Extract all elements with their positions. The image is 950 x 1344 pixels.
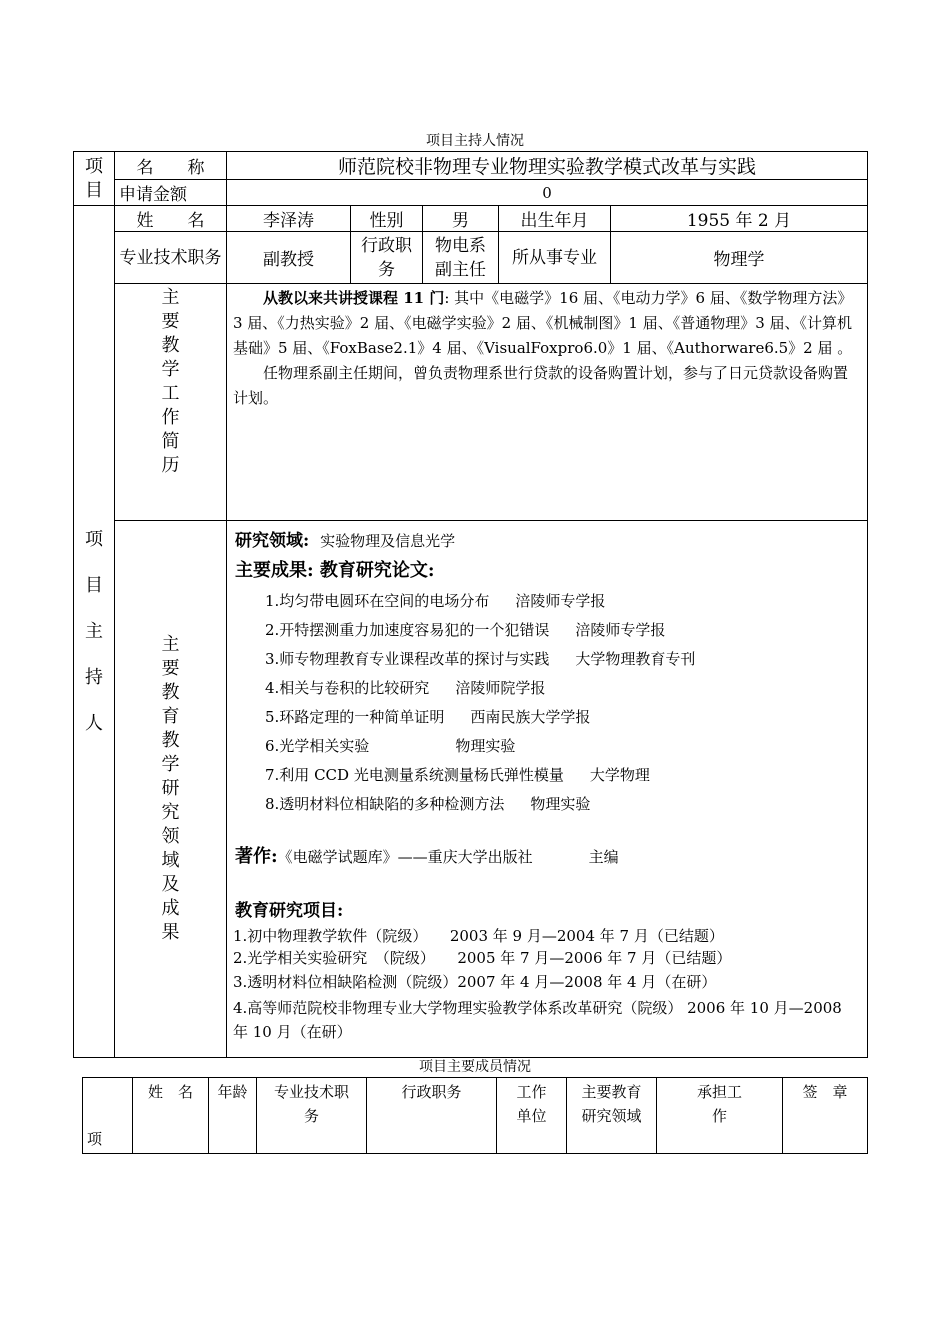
header-name: 姓 名 [133, 1078, 209, 1154]
book-role: 主编 [588, 848, 619, 866]
list-item: 1.均匀带电圆环在空间的电场分布 涪陵师专学报 [265, 592, 606, 610]
title-label: 专业技术职务 [115, 232, 227, 284]
field-value: 物理学 [611, 232, 868, 284]
header-title: 专业技术职务 [257, 1078, 367, 1154]
header-age: 年龄 [209, 1078, 257, 1154]
list-item: 6.光学相关实验 物理实验 [265, 737, 516, 755]
research-field-value: 实验物理及信息光学 [320, 532, 456, 550]
projects-list [233, 925, 861, 1044]
project-section-label: 项 目 [74, 152, 115, 206]
project-name-value: 师范院校非物理专业物理实验教学模式改革与实践 [227, 152, 868, 180]
host-name-value: 李泽涛 [227, 206, 351, 232]
research-field-label: 研究领域: [235, 531, 310, 551]
list-item: 8.透明材料位相缺陷的多种检测方法 物理实验 [265, 795, 591, 813]
teaching-content [227, 284, 868, 521]
amount-label: 申请金额 [115, 180, 227, 206]
list-item: 1.初中物理教学软件（院级） 2003 年 9 月—2004 年 7 月（已结题） [233, 927, 724, 945]
table-caption-members: 项目主要成员情况 [419, 1059, 531, 1075]
host-info-table [73, 151, 868, 1058]
list-item: 3.透明材料位相缺陷检测（院级）2007 年 4 月—2008 年 4 月（在研） [233, 973, 717, 991]
teaching-lead: 从教以来共讲授课程 11 门 [263, 289, 445, 307]
teaching-courses: : 其中《电磁学》16 届、《电动力学》6 届、《数学物理方法》3 届、《力热实验》2 届、《电磁学实验》2 届、《机械制图》1 届、《普通物理》3 届、《计算机基础》5 届、《FoxBase2.1》4 届、《VisualFoxpro6.0》1 届、《Authorware6.5》2 届 。 [233, 289, 853, 357]
host-name-label: 姓 名 [115, 206, 227, 232]
list-item: 7.利用 CCD 光电测量系统测量杨氏弹性模量 大学物理 [265, 766, 650, 784]
teaching-para2: 任物理系副主任期间，曾负责物理系世行贷款的设备购置计划，参与了日元贷款设备购置计划。 [233, 364, 849, 407]
list-item: 5.环路定理的一种简单证明 西南民族大学学报 [265, 708, 591, 726]
header-research: 主要教育研究领域 [567, 1078, 657, 1154]
members-table [82, 1077, 868, 1154]
project-name-label: 名 称 [115, 152, 227, 180]
list-item: 3.师专物理教育专业课程改革的探讨与实践 大学物理教育专刊 [265, 650, 696, 668]
results-label: 主要成果: 教育研究论文: [235, 560, 435, 581]
projects-label: 教育研究项目: [235, 901, 344, 921]
research-content [227, 521, 868, 1058]
book-line [235, 843, 861, 871]
admin-label: 行政职务 [351, 232, 423, 284]
list-item: 2.光学相关实验研究 （院级） 2005 年 7 月—2006 年 7 月（已结题） [233, 949, 732, 967]
list-item: 4.高等师范院校非物理专业大学物理实验教学体系改革研究（院级） 2006 年 10 月—2008 年 10 月（在研） [233, 999, 842, 1041]
gender-value: 男 [423, 206, 499, 232]
birth-label: 出生年月 [499, 206, 611, 232]
teaching-label: 主要教学工作简历 [115, 284, 227, 521]
header-admin: 行政职务 [367, 1078, 497, 1154]
research-label: 主要教育教学研究领域及成果 [115, 521, 227, 1058]
members-row-label: 项 [83, 1078, 133, 1154]
list-item: 2.开特摆测重力加速度容易犯的一个犯错误 涪陵师专学报 [265, 621, 666, 639]
header-unit: 工作单位 [497, 1078, 567, 1154]
amount-value: 0 [227, 180, 868, 206]
host-section-label: 项 目 主 持 人 [74, 206, 115, 1058]
book-label: 著作: [235, 846, 278, 867]
birth-value: 1955 年 2 月 [611, 206, 868, 232]
gender-label: 性别 [351, 206, 423, 232]
admin-value: 物电系副主任 [423, 232, 499, 284]
header-seal: 签 章 [783, 1078, 868, 1154]
title-value: 副教授 [227, 232, 351, 284]
papers-list [235, 587, 861, 819]
table-caption-host: 项目主持人情况 [426, 133, 524, 149]
field-label: 所从事专业 [499, 232, 611, 284]
list-item: 4.相关与卷积的比较研究 涪陵师院学报 [265, 679, 546, 697]
header-work: 承担工作 [657, 1078, 783, 1154]
book-value: 《电磁学试题库》——重庆大学出版社 [277, 848, 533, 866]
